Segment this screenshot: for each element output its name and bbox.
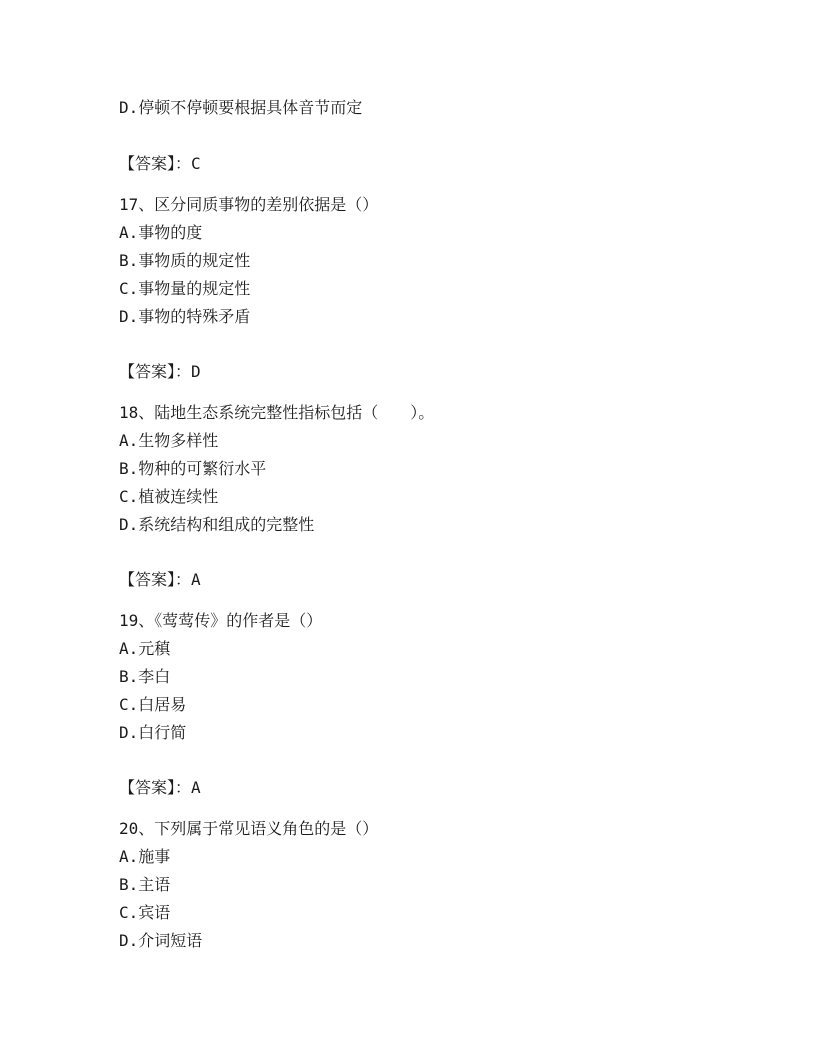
q19-option-d: D.白行简 xyxy=(119,723,187,742)
q18-question: 18、陆地生态系统完整性指标包括（ ）。 xyxy=(119,403,435,422)
q17-option-c: C.事物量的规定性 xyxy=(119,279,251,298)
q20-option-d: D.介词短语 xyxy=(119,931,203,950)
q16-answer: 【答案】：C xyxy=(119,154,201,173)
q16-option-d: D.停顿不停顿要根据具体音节而定 xyxy=(119,98,363,117)
q20-option-a: A.施事 xyxy=(119,847,171,866)
q19-option-b: B.李白 xyxy=(119,667,171,686)
q19-option-a: A.元稹 xyxy=(119,639,171,658)
q17-answer: 【答案】：D xyxy=(119,362,201,381)
q18-option-c: C.植被连续性 xyxy=(119,487,219,506)
q19-question: 19、《莺莺传》的作者是（） xyxy=(119,611,323,630)
q20-question: 20、下列属于常见语义角色的是（） xyxy=(119,819,379,838)
q19-answer: 【答案】：A xyxy=(119,778,201,797)
q18-option-a: A.生物多样性 xyxy=(119,431,219,450)
q18-option-b: B.物种的可繁衍水平 xyxy=(119,459,267,478)
q20-option-b: B.主语 xyxy=(119,875,171,894)
q17-option-a: A.事物的度 xyxy=(119,223,203,242)
q17-option-b: B.事物质的规定性 xyxy=(119,251,251,270)
q19-option-c: C.白居易 xyxy=(119,695,187,714)
q18-answer: 【答案】：A xyxy=(119,570,201,589)
q17-question: 17、区分同质事物的差别依据是（） xyxy=(119,195,379,214)
q20-option-c: C.宾语 xyxy=(119,903,171,922)
q18-option-d: D.系统结构和组成的完整性 xyxy=(119,515,315,534)
q17-option-d: D.事物的特殊矛盾 xyxy=(119,307,251,326)
